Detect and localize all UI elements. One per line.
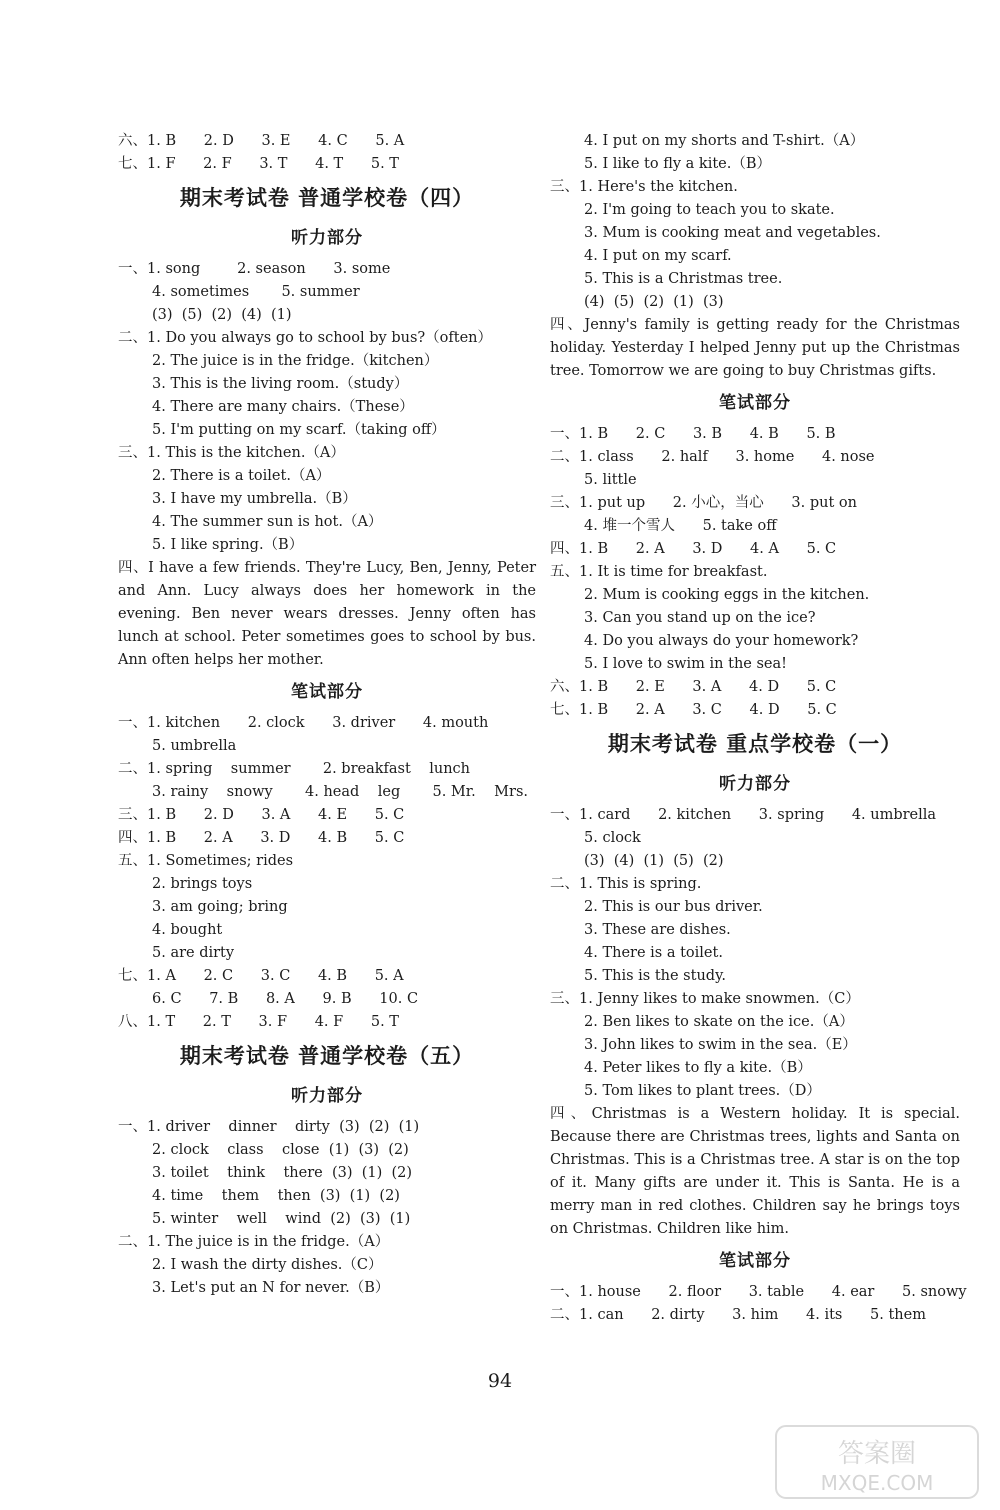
answer-line: 八、1. T 2. T 3. F 4. F 5. T (118, 1014, 399, 1030)
answer-line: 5. I love to swim in the sea! (584, 656, 787, 672)
answer-line: 2. brings toys (152, 876, 253, 892)
answer-line: 2. Ben likes to skate on the ice.（A） (584, 1014, 854, 1030)
answer-line: 一、1. song 2. season 3. some (118, 261, 391, 277)
subsection-title: 听力部分 (719, 774, 791, 794)
answer-line: 3. Can you stand up on the ice? (584, 610, 816, 626)
section-title: 期末考试卷 普通学校卷（五） (179, 1044, 475, 1068)
answer-line: 4. There is a toilet. (584, 945, 723, 961)
answer-line: 三、1. Jenny likes to make snowmen.（C） (550, 991, 860, 1007)
answer-line: 5. winter well wind (2) (3) (1) (152, 1211, 411, 1227)
answer-line: 2. I wash the dirty dishes.（C） (152, 1257, 383, 1273)
right-column (550, 130, 967, 1327)
page-number: 94 (487, 1370, 513, 1392)
answer-line: 三、1. put up 2. 小心，当心 3. put on (550, 495, 857, 511)
answer-line: 5. Tom likes to plant trees.（D） (584, 1083, 821, 1099)
answer-line: 6. C 7. B 8. A 9. B 10. C (152, 991, 419, 1007)
answer-line: 3. I have my umbrella.（B） (152, 491, 357, 507)
answer-line: 五、1. Sometimes; rides (118, 853, 294, 869)
answer-line: 2. There is a toilet.（A） (152, 468, 331, 484)
subsection-title: 听力部分 (291, 1086, 363, 1106)
answer-line: 一、1. driver dinner dirty (3) (2) (1) (118, 1119, 420, 1135)
answer-line: 4. sometimes 5. summer (152, 284, 360, 300)
answer-line: 4. There are many chairs.（These） (152, 399, 414, 415)
answer-line: 4. time them then (3) (1) (2) (152, 1188, 400, 1204)
answer-line: 二、1. class 2. half 3. home 4. nose (550, 449, 875, 465)
answer-line: (4) (5) (2) (1) (3) (584, 294, 724, 310)
answer-line: 二、1. The juice is in the fridge.（A） (118, 1234, 390, 1250)
subsection-title: 听力部分 (291, 228, 363, 248)
answer-line: 3. rainy snowy 4. head leg 5. Mr. Mrs. (152, 784, 528, 800)
answer-line: 5. I like spring.（B） (152, 537, 304, 553)
answer-line: 3. Mum is cooking meat and vegetables. (584, 225, 881, 241)
answer-line: 一、1. house 2. floor 3. table 4. ear 5. snowy (550, 1284, 967, 1300)
answer-line: 四、1. B 2. A 3. D 4. B 5. C (118, 830, 405, 846)
answer-line: 3. Let's put an N for never.（B） (152, 1280, 390, 1296)
answer-line: 4. The summer sun is hot.（A） (152, 514, 383, 530)
answer-line: 4. 堆一个雪人 5. take off (584, 518, 777, 534)
answer-line: 二、1. can 2. dirty 3. him 4. its 5. them (550, 1307, 926, 1323)
answer-paragraph: 四、Jenny's family is getting ready for the Christmas holiday. Yesterday I helped Jenny put up the Christmas tree. Tomorrow we are going to buy Christmas gifts. (550, 317, 960, 379)
answer-line: 三、1. This is the kitchen.（A） (118, 445, 345, 461)
answer-line: 5. This is the study. (584, 968, 726, 984)
subsection-title: 笔试部分 (291, 682, 363, 702)
answer-line: 5. This is a Christmas tree. (584, 271, 783, 287)
answer-line: 2. clock class close (1) (3) (2) (152, 1142, 409, 1158)
answer-line: 四、1. B 2. A 3. D 4. A 5. C (550, 541, 837, 557)
left-column (118, 130, 536, 1300)
answer-line: 4. Do you always do your homework? (584, 633, 859, 649)
answer-line: 2. I'm going to teach you to skate. (584, 202, 835, 218)
answer-line: 二、1. This is spring. (550, 876, 702, 892)
answer-paragraph: 四、Christmas is a Western holiday. It is special. Because there are Christmas trees, lights and Santa on Christmas. This is a Christmas tree. A star is on the top of it. Many gifts are under it. This is Santa. He is a merry man in red clothes. Children say he brings toys on Christmas. Children like him. (550, 1106, 960, 1237)
answer-line: 4. I put on my scarf. (584, 248, 732, 264)
answer-line: 5. I'm putting on my scarf.（taking off） (152, 422, 446, 438)
section-title: 期末考试卷 普通学校卷（四） (179, 186, 475, 210)
answer-line: 一、1. card 2. kitchen 3. spring 4. umbrella (550, 807, 937, 823)
answer-line: 七、1. B 2. A 3. C 4. D 5. C (550, 702, 837, 718)
watermark-text-1: 答案圈 (837, 1439, 917, 1469)
answer-line: 二、1. Do you always go to school by bus?（often） (118, 330, 493, 346)
answer-line: 五、1. It is time for breakfast. (550, 564, 768, 580)
answer-line: 4. I put on my shorts and T-shirt.（A） (584, 133, 865, 149)
answer-line: 2. This is our bus driver. (584, 899, 763, 915)
answer-line: 5. umbrella (152, 738, 237, 754)
answer-line: 3. This is the living room.（study） (152, 376, 409, 392)
answer-line: 三、1. Here's the kitchen. (550, 179, 738, 195)
answer-line: 三、1. B 2. D 3. A 4. E 5. C (118, 807, 405, 823)
answer-line: 3. John likes to swim in the sea.（E） (584, 1037, 857, 1053)
answer-line: 2. The juice is in the fridge.（kitchen） (152, 353, 439, 369)
answer-line: 一、1. B 2. C 3. B 4. B 5. B (550, 426, 836, 442)
answer-line: 七、1. A 2. C 3. C 4. B 5. A (118, 968, 404, 984)
subsection-title: 笔试部分 (719, 393, 791, 413)
answer-line: 3. am going; bring (152, 899, 288, 915)
answer-line: 二、1. spring summer 2. breakfast lunch (118, 761, 471, 777)
answer-line: (3) (5) (2) (4) (1) (152, 307, 292, 323)
answer-line: 5. are dirty (152, 945, 235, 961)
watermark-text-2: MXQE.COM (820, 1471, 934, 1495)
answer-line: 七、1. F 2. F 3. T 4. T 5. T (118, 156, 399, 172)
answer-line: 4. bought (152, 922, 223, 938)
answer-paragraph: 四、I have a few friends. They're Lucy, Ben, Jenny, Peter and Ann. Lucy always does her homework in the evening. Ben never wears dresses. Jenny often has lunch at school. Peter sometimes goes to school by bus. Ann often helps her mother. (118, 560, 536, 668)
subsection-title: 笔试部分 (719, 1251, 791, 1271)
answer-line: 5. little (584, 472, 637, 488)
answer-line: 5. I like to fly a kite.（B） (584, 156, 772, 172)
section-title: 期末考试卷 重点学校卷（一） (607, 732, 903, 756)
answer-line: 2. Mum is cooking eggs in the kitchen. (584, 587, 870, 603)
answer-line: 六、1. B 2. E 3. A 4. D 5. C (550, 679, 837, 695)
answer-line: 3. These are dishes. (584, 922, 731, 938)
answer-line: 4. Peter likes to fly a kite.（B） (584, 1060, 812, 1076)
answer-line: 5. clock (584, 830, 641, 846)
answer-line: (3) (4) (1) (5) (2) (584, 853, 724, 869)
watermark-logo (772, 1422, 982, 1502)
answer-line: 六、1. B 2. D 3. E 4. C 5. A (118, 133, 405, 149)
answer-line: 3. toilet think there (3) (1) (2) (152, 1165, 413, 1181)
answer-line: 一、1. kitchen 2. clock 3. driver 4. mouth (118, 715, 489, 731)
